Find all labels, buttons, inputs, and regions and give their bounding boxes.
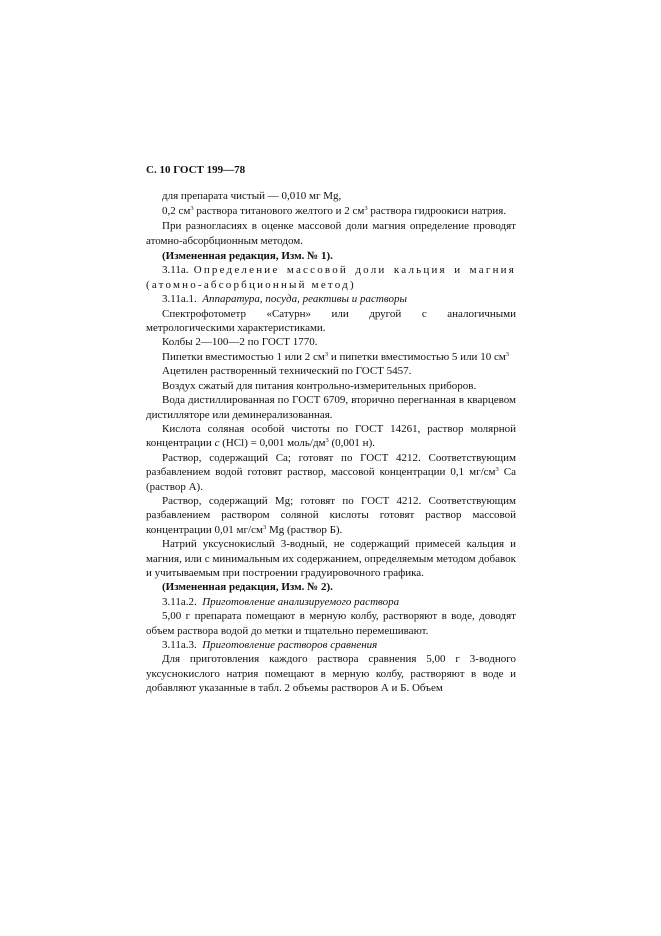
equipment-pipettes: Пипетки вместимостью 1 или 2 $см^3$ и пипетки вместимостью 5 или 10 $см^3$ (162, 350, 510, 363)
section-3-11a2-heading: 3.11а.2. Приготовление анализируемого раствора (162, 595, 400, 608)
solution-magnesium: Раствор, содержащий Mg; готовят по ГОСТ 4212. Соответствующим разбавлением раствором соляной кислоты готовят раствор массовой концентрации 0,01 $мг/см^3$ Mg (раствор Б). (146, 494, 516, 536)
reagent-hydrochloric-acid: Кислота соляная особой чистоты по ГОСТ 14261, раствор молярной концентрации c (HCl) = 0,001 моль/$дм^3$ (0,001 н). (146, 422, 516, 450)
reagent-distilled-water: Вода дистиллированная по ГОСТ 6709, вторично перегнанная в кварцевом дистилляторе или деминерализованная. (146, 394, 516, 421)
section-3-11a-heading: 3.11а. Определение массовой доли кальция и магния (атомно-абсорбционный метод) (146, 264, 516, 291)
paragraph-sample-prep: 5,00 г препарата помещают в мерную колбу, растворяют в воде, доводят объем раствора водой до метки и тщательно перемешивают. (146, 610, 516, 637)
page-number: С. 10 (146, 164, 171, 176)
paragraph-reagents: 0,2 $см^3$ раствора титанового желтого и 2 $см^3$ раствора гидроокиси натрия. (162, 204, 507, 217)
solution-calcium: Раствор, содержащий Ca; готовят по ГОСТ 4212. Соответствующим разбавлением водой готовят раствор, массовой концентрации 0,1 $мг/см^3$ Ca (раствор А). (146, 451, 516, 493)
amendment-note-2: (Измененная редакция, Изм. № 2). (162, 581, 333, 594)
page-header (146, 163, 516, 177)
amendment-note-1: (Измененная редакция, Изм. № 1). (162, 250, 333, 263)
section-3-11a1-heading: 3.11а.1. Аппаратура, посуда, реактивы и растворы (162, 293, 407, 306)
paragraph-reference-prep: Для приготовления каждого раствора сравнения 5,00 г 3-водного уксуснокислого натрия помещают в мерную колбу, растворяют в воде и добавляют указанные в табл. 2 объемы растворов А и Б. Объем (146, 653, 516, 695)
standard-code: ГОСТ 199—78 (173, 164, 246, 176)
reagent-sodium-acetate: Натрий уксуснокислый 3-водный, не содержащий примесей кальция и магния, или с минимальным их содержанием, определяемым методом добавок и учитываемым при построении градуировочного графика. (146, 538, 516, 579)
paragraph-purity-mg: для препарата чистый — 0,010 мг Mg, (162, 190, 342, 203)
equipment-flasks: Колбы 2—100—2 по ГОСТ 1770. (162, 336, 318, 349)
reagent-acetylene: Ацетилен растворенный технический по ГОСТ 5457. (162, 365, 412, 378)
reagent-compressed-air: Воздух сжатый для питания контрольно-измерительных приборов. (162, 379, 477, 392)
equipment-spectrophotometer: Спектрофотометр «Сатурн» или другой с аналогичными метрологическими характеристиками. (146, 307, 516, 335)
paragraph-disagreement: При разногласиях в оценке массовой доли магния определение проводят атомно-абсорбционным методом. (146, 220, 516, 247)
section-3-11a3-heading: 3.11а.3. Приготовление растворов сравнения (162, 639, 378, 651)
document-page (146, 163, 516, 696)
